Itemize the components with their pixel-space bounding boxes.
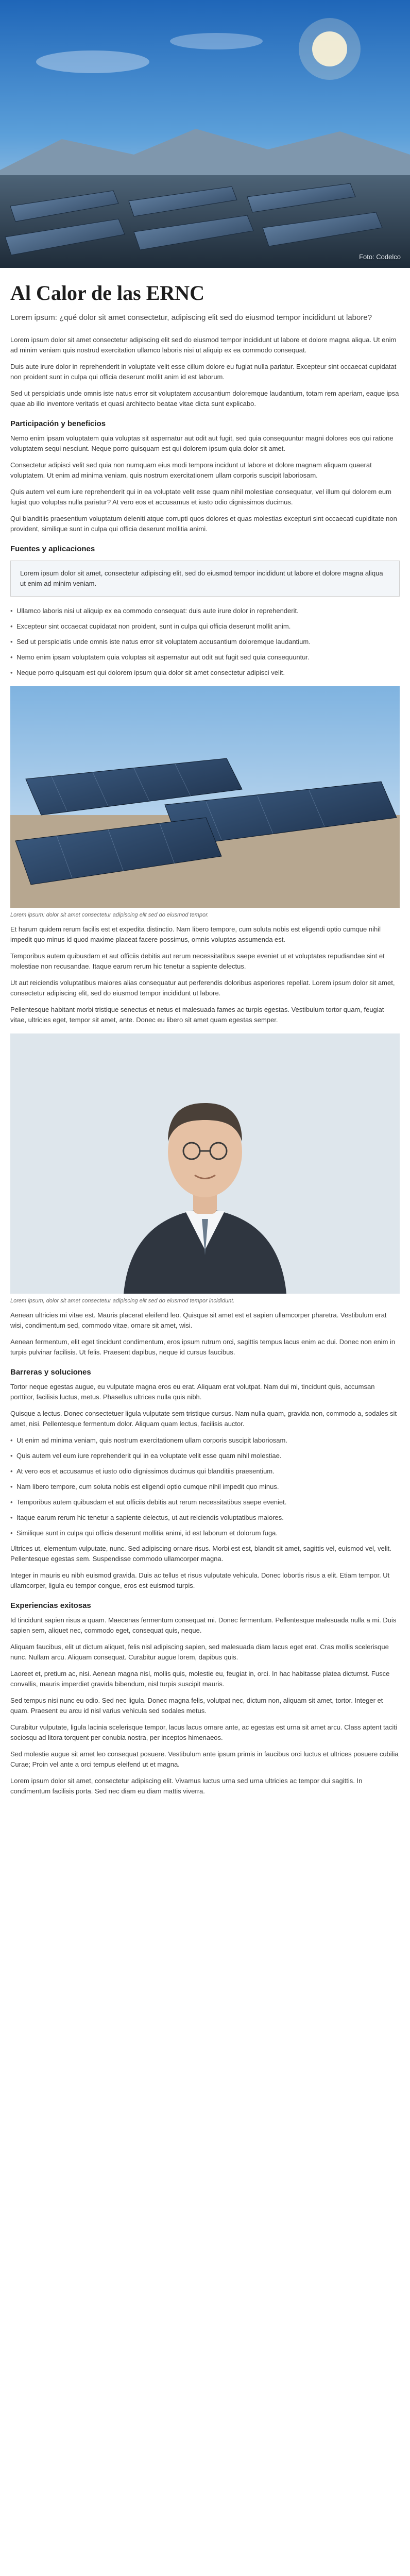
list-item: • Ut enim ad minima veniam, quis nostrum exercitationem ullam corporis suscipit laboriosam. [10, 1435, 400, 1446]
photo-credit: Foto: Codelco [359, 253, 401, 261]
list-item: • Ullamco laboris nisi ut aliquip ex ea commodo consequat: duis aute irure dolor in reprehenderit. [10, 606, 400, 616]
paragraph: Quisque a lectus. Donec consectetuer ligula vulputate sem tristique cursus. Nam nulla quam, gravida non, commodo a, sodales sit amet, nisi. Pellentesque fermentum dolor. Aliquam quam lectus, facilisis auctor. [10, 1410, 397, 1428]
paragraph: Tortor neque egestas augue, eu vulputate magna eros eu erat. Aliquam erat volutpat. Nam dui mi, tincidunt quis, accumsan porttitor, facilisis luctus, metus. Phasellus ultrices nulla quis nibh. [10, 1383, 375, 1401]
paragraph: Nemo enim ipsam voluptatem quia voluptas sit aspernatur aut odit aut fugit, sed quia consequuntur magni dolores eos qui ratione voluptatem sequi nesciunt. Neque porro quisquam est qui dolorem ipsum quia dolor sit amet. [10, 434, 394, 452]
paragraph: Sed molestie augue sit amet leo consequat posuere. Vestibulum ante ipsum primis in faucibus orci luctus et ultrices posuere cubilia Curae; Proin vel ante a orci tempus eleifend ut et magna. [10, 1750, 399, 1768]
paragraph: Curabitur vulputate, ligula lacinia scelerisque tempor, lacus lacus ornare ante, ac egestas est urna sit amet arcu. Class aptent taciti sociosqu ad litora torquent per conubia nostra, per inceptos himenaeos. [10, 1723, 397, 1741]
section-heading: Participación y beneficios [10, 419, 106, 428]
portrait-image [10, 1033, 400, 1294]
section-heading: Experiencias exitosas [10, 1601, 91, 1610]
paragraph: Aenean ultricies mi vitae est. Mauris placerat eleifend leo. Quisque sit amet est et sapien ullamcorper pharetra. Vestibulum erat wisi, condimentum sed, commodo vitae, ornare sit amet, wisi. [10, 1311, 387, 1329]
article-lead: Lorem ipsum: ¿qué dolor sit amet consectetur, adipiscing elit sed do eiusmod tempor incididunt ut labore? [10, 313, 372, 322]
figure-caption: Lorem ipsum: dolor sit amet consectetur adipiscing elit sed do eiusmod tempor. [10, 912, 209, 918]
paragraph: Qui blanditiis praesentium voluptatum deleniti atque corrupti quos dolores et quas molestias excepturi sint occaecati cupiditate non provident, similique sunt in culpa qui officia deserunt mollitia animi. [10, 515, 397, 533]
paragraph: Aenean fermentum, elit eget tincidunt condimentum, eros ipsum rutrum orci, sagittis tempus lacus enim ac dui. Donec non enim in turpis pulvinar facilisis. Ut felis. Praesent dapibus, neque id cursus faucibus. [10, 1338, 396, 1356]
paragraph: Temporibus autem quibusdam et aut officiis debitis aut rerum necessitatibus saepe eveniet ut et voluptates repudiandae sint et molestiae non recusandae. Itaque earum rerum hic tenetur a sapiente delectus. [10, 952, 385, 970]
article-content [0, 281, 410, 1797]
paragraph: Lorem ipsum dolor sit amet, consectetur adipiscing elit. Vivamus luctus urna sed urna ultricies ac tempor dui sagittis. In condimentum facilisis porta. Sed nec diam eu diam mattis viverra. [10, 1777, 363, 1795]
article-title: Al Calor de las ERNC [10, 281, 205, 304]
list-item: • Sed ut perspiciatis unde omnis iste natus error sit voluptatem accusantium doloremque laudantium. [10, 637, 400, 647]
paragraph: Consectetur adipisci velit sed quia non numquam eius modi tempora incidunt ut labore et dolore magnam aliquam quaerat voluptatem. Ut enim ad minima veniam, quis nostrum exercitationem ullam corporis suscipit laboriosam. [10, 461, 372, 479]
paragraph: Id tincidunt sapien risus a quam. Maecenas fermentum consequat mi. Donec fermentum. Pellentesque malesuada nulla a mi. Duis sapien sem, aliquet nec, commodo eget, consequat quis, neque. [10, 1616, 397, 1634]
list-item: • Neque porro quisquam est qui dolorem ipsum quia dolor sit amet consectetur adipisci velit. [10, 668, 400, 678]
list-item: • Similique sunt in culpa qui officia deserunt mollitia animi, id est laborum et dolorum fuga. [10, 1528, 400, 1538]
paragraph: Integer in mauris eu nibh euismod gravida. Duis ac tellus et risus vulputate vehicula. Donec lobortis risus a elit. Etiam tempor. Ut ullamcorper, ligula eu tempor congue, eros est euismod turpis. [10, 1571, 390, 1589]
paragraph: Lorem ipsum dolor sit amet consectetur adipiscing elit sed do eiusmod tempor incididunt ut labore et dolore magna aliqua. Ut enim ad minim veniam quis nostrud exercitation ullamco laboris nisi ut aliquip ex ea commodo consequat. [10, 336, 397, 354]
solar-figure [10, 686, 400, 919]
paragraph: Ut aut reiciendis voluptatibus maiores alias consequatur aut perferendis doloribus asperiores repellat. Lorem ipsum dolor sit amet, consectetur adipiscing elit, sed do eiusmod tempor incididunt ut labore. [10, 979, 395, 997]
paragraph: Duis aute irure dolor in reprehenderit in voluptate velit esse cillum dolore eu fugiat nulla pariatur. Excepteur sint occaecat cupidatat non proident sunt in culpa qui officia deserunt mollit anim id est laborum. [10, 363, 397, 381]
list-item: • Excepteur sint occaecat cupidatat non proident, sunt in culpa qui officia deserunt mollit anim. [10, 621, 400, 632]
figure-caption: Lorem ipsum, dolor sit amet consectetur adipiscing elit sed do eiusmod tempor incididunt. [10, 1298, 235, 1304]
section-heading: Fuentes y aplicaciones [10, 545, 95, 553]
list-item: • Nam libero tempore, cum soluta nobis est eligendi optio cumque nihil impedit quo minus. [10, 1482, 400, 1492]
paragraph: Pellentesque habitant morbi tristique senectus et netus et malesuada fames ac turpis egestas. Vestibulum tortor quam, feugiat vitae, ultricies eget, tempor sit amet, ante. Donec eu libero sit amet quam egestas semper. [10, 1006, 384, 1024]
portrait-illustration [10, 1033, 400, 1294]
paragraph: Sed ut perspiciatis unde omnis iste natus error sit voluptatem accusantium doloremque laudantium, totam rem aperiam, eaque ipsa quae ab illo inventore veritatis et quasi architecto beatae vitae dicta sunt explicabo. [10, 389, 399, 408]
list-item: • At vero eos et accusamus et iusto odio dignissimos ducimus qui blanditiis praesentium. [10, 1466, 400, 1477]
paragraph: Ultrices ut, elementum vulputate, nunc. Sed adipiscing ornare risus. Morbi est est, blandit sit amet, sagittis vel, euismod vel, velit. Pellentesque egestas sem. Suspendisse commodo ullamcorper magna. [10, 1545, 391, 1563]
highlight-quote: Lorem ipsum dolor sit amet, consectetur adipiscing elit, sed do eiusmod tempor incididunt ut labore et dolore magna aliqua ut enim ad minim veniam. [10, 561, 400, 597]
portrait-figure [10, 1033, 400, 1305]
hero-landscape-illustration [0, 0, 410, 268]
paragraph: Aliquam faucibus, elit ut dictum aliquet, felis nisl adipiscing sapien, sed malesuada diam lacus eget erat. Cras mollis scelerisque nunc. Nullam arcu. Aliquam consequat. Curabitur augue lorem, dapibus quis. [10, 1643, 389, 1661]
section-heading: Barreras y soluciones [10, 1368, 91, 1377]
paragraph: Laoreet et, pretium ac, nisi. Aenean magna nisl, mollis quis, molestie eu, feugiat in, orci. In hac habitasse platea dictumst. Fusce convallis, mauris imperdiet gravida bibendum, nisl turpis suscipit mauris. [10, 1670, 390, 1688]
paragraph: Sed tempus nisi nunc eu odio. Sed nec ligula. Donec magna felis, volutpat nec, dictum non, aliquam sit amet, tortor. Integer et quam. Praesent eu arcu id nisl varius vehicula sed sodales metus. [10, 1697, 383, 1715]
solar-panels-illustration [10, 686, 400, 908]
list-item: • Quis autem vel eum iure reprehenderit qui in ea voluptate velit esse quam nihil molestiae. [10, 1451, 400, 1461]
hero-image [0, 0, 410, 268]
list-item: • Itaque earum rerum hic tenetur a sapiente delectus, ut aut reiciendis voluptatibus maiores. [10, 1513, 400, 1523]
list-item: • Temporibus autem quibusdam et aut officiis debitis aut rerum necessitatibus saepe eveniet. [10, 1497, 400, 1507]
paragraph: Quis autem vel eum iure reprehenderit qui in ea voluptate velit esse quam nihil molestiae consequatur, vel illum qui dolorem eum fugiat quo voluptas nulla pariatur? At vero eos et accusamus et iusto odio dignissimos ducimus. [10, 488, 391, 506]
list-item: • Nemo enim ipsam voluptatem quia voluptas sit aspernatur aut odit aut fugit sed quia consequuntur. [10, 652, 400, 663]
solar-panels-image [10, 686, 400, 908]
paragraph: Et harum quidem rerum facilis est et expedita distinctio. Nam libero tempore, cum soluta nobis est eligendi optio cumque nihil impedit quo minus id quod maxime placeat facere possimus, omnis voluptas assumenda est. [10, 925, 381, 943]
